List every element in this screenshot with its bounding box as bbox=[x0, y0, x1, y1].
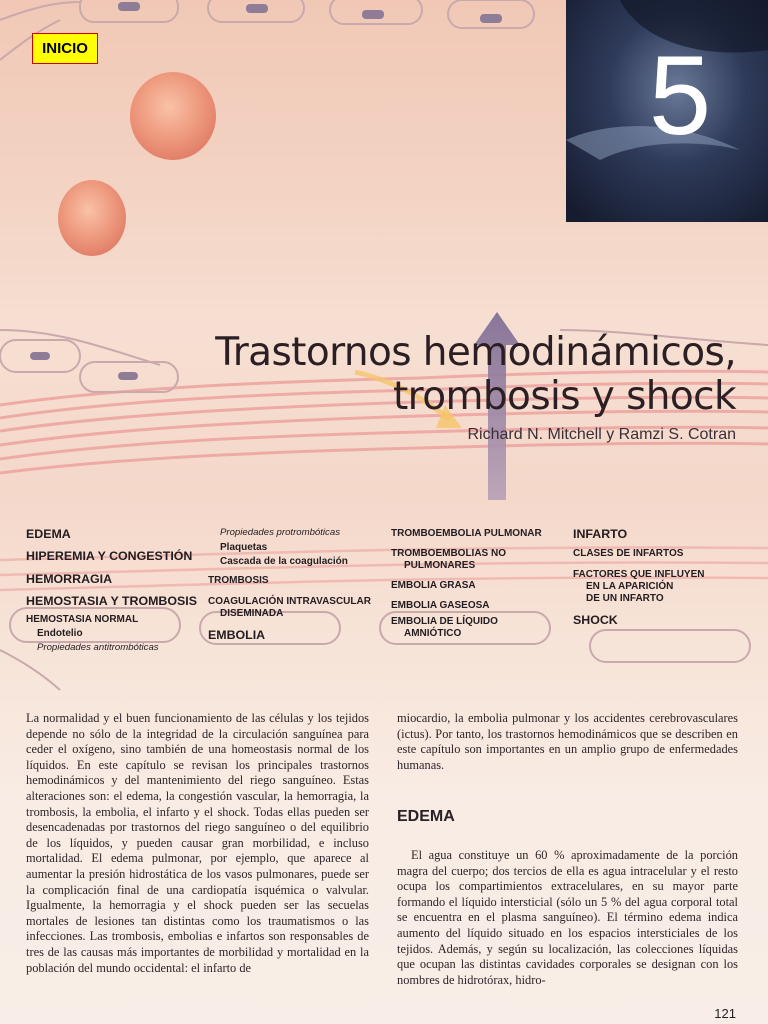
body-paragraph: La normalidad y el buen funcionamiento de las células y los tejidos depende no sólo de la integridad de la circulación sanguínea para ceder el oxígeno, sino también de una homeostasis normal de los líquidos. En este capítulo se revisan los principales trastornos hemodinámicos y del mantenimiento del riego sanguíneo. Estas alteraciones son: el edema, la congestión vascular, la hemorragia, la trombosis, la embolia, el infarto y el shock. Todas ellas pueden ser desencadenadas por trastornos del riego sanguíneo o del equilibrio de los líquidos, y pueden causar gran morbilidad, e incluso mortalidad. El edema pulmonar, por ejemplo, que aparece al aumentar la presión hidrostática de los vasos pulmonares, puede ser la complicación final de una cardiopatía isquémica o valvular. Igualmente, la hemorragia y el shock pueden ser las secuelas mortales de lesiones tan distintas como los traumatismos o las infecciones. Las trombosis, embolias e infartos son responsables de tres de las causas más importantes de morbilidad y mortalidad en la población del mundo occidental: el infarto de bbox=[26, 711, 369, 975]
title-line: trombosis y shock bbox=[392, 374, 736, 419]
toc-item[interactable]: CLASES DE INFARTOS bbox=[573, 548, 684, 559]
toc-item[interactable]: EMBOLIA GRASA bbox=[391, 580, 476, 591]
inicio-button[interactable]: INICIO bbox=[32, 33, 98, 64]
section-heading: EDEMA bbox=[397, 808, 455, 825]
toc-item[interactable]: PULMONARES bbox=[404, 560, 476, 571]
toc-item[interactable]: HEMORRAGIA bbox=[26, 572, 113, 586]
toc-item[interactable]: EDEMA bbox=[26, 527, 71, 541]
toc-item[interactable]: SHOCK bbox=[573, 613, 618, 627]
toc-item[interactable]: COAGULACIÓN INTRAVASCULAR bbox=[208, 596, 371, 607]
toc-item[interactable]: TROMBOSIS bbox=[208, 575, 269, 586]
body-column-right-top bbox=[397, 711, 738, 773]
toc-item[interactable]: EMBOLIA DE LÍQUIDO bbox=[391, 616, 498, 627]
toc-item[interactable]: EMBOLIA bbox=[208, 628, 266, 642]
toc-item[interactable]: EN LA APARICIÓN bbox=[586, 581, 674, 592]
toc-col-3 bbox=[391, 528, 542, 639]
toc-item[interactable]: TROMBOEMBOLIA PULMONAR bbox=[391, 528, 542, 539]
toc-item[interactable]: Plaquetas bbox=[220, 542, 268, 553]
toc-item[interactable]: FACTORES QUE INFLUYEN bbox=[573, 569, 705, 580]
toc-item[interactable]: HEMOSTASIA Y TROMBOSIS bbox=[26, 594, 197, 608]
toc-col-1 bbox=[26, 527, 197, 653]
page-number: 121 bbox=[714, 1006, 736, 1021]
toc-item[interactable]: Cascada de la coagulación bbox=[220, 556, 348, 567]
toc-item[interactable]: DISEMINADA bbox=[220, 608, 284, 619]
chapter-title bbox=[215, 331, 736, 419]
title-line: Trastornos hemodinámicos, bbox=[215, 330, 736, 375]
toc-item[interactable]: INFARTO bbox=[573, 527, 628, 541]
toc-item[interactable]: EMBOLIA GASEOSA bbox=[391, 600, 490, 611]
body-paragraph: El agua constituye un 60 % aproximadamente de la porción magra del cuerpo; dos tercios de ella es agua intracelular y el resto ocupa los compartimientos extracelulares, en su mayor parte formando el líquido intersticial (sólo un 5 % del agua corporal total se encuentra en el plasma sanguíneo). El término edema indica aumento del líquido situado en los espacios intersticiales de los tejidos. Además, y según su localización, las colecciones líquidas que ocupan las distintas cavidades corporales se designan con los nombres de hidrotórax, hidro- bbox=[397, 848, 738, 987]
toc-item[interactable]: Propiedades protrombóticas bbox=[220, 527, 340, 538]
body-column-left bbox=[26, 711, 369, 976]
toc-item[interactable]: TROMBOEMBOLIAS NO bbox=[391, 548, 506, 559]
toc-item[interactable]: HEMOSTASIA NORMAL bbox=[26, 614, 139, 625]
toc-item[interactable]: DE UN INFARTO bbox=[586, 593, 664, 604]
toc-item[interactable]: Endotelio bbox=[37, 628, 83, 639]
chapter-number: 5 bbox=[648, 33, 712, 158]
body-column-right-edema bbox=[397, 848, 738, 988]
toc-item[interactable]: Propiedades antitrombóticas bbox=[37, 642, 159, 653]
authors: Richard N. Mitchell y Ramzi S. Cotran bbox=[467, 426, 736, 443]
toc-col-4 bbox=[573, 527, 705, 627]
toc-col-2 bbox=[208, 527, 371, 642]
toc-item[interactable]: HIPEREMIA Y CONGESTIÓN bbox=[26, 549, 193, 563]
toc-item[interactable]: AMNIÓTICO bbox=[404, 628, 462, 639]
body-paragraph: miocardio, la embolia pulmonar y los accidentes cerebrovasculares (ictus). Por tanto, los trastornos hemodinámicos que se describen en este capítulo son importantes en un amplio grupo de enfermedades humanas. bbox=[397, 711, 738, 772]
